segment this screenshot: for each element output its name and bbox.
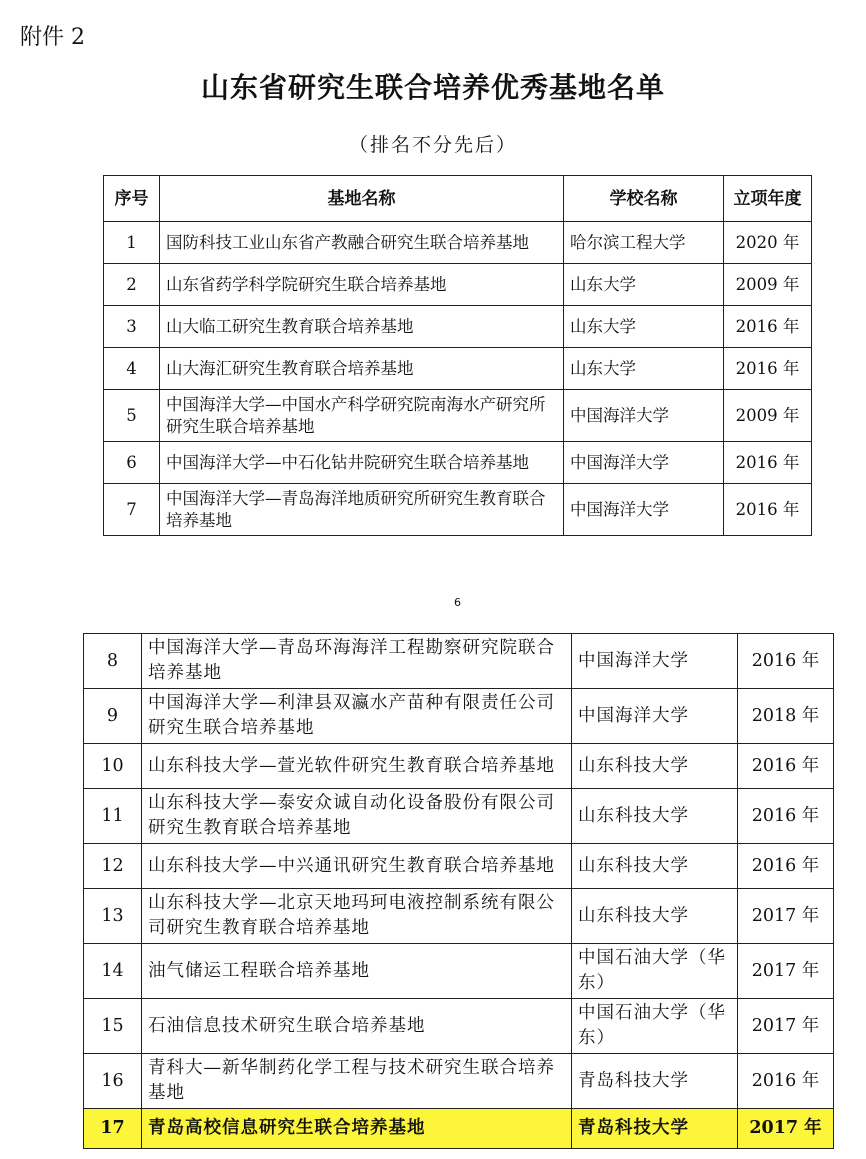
row-base: 青岛高校信息研究生联合培养基地 xyxy=(142,1109,572,1149)
table-row xyxy=(84,789,834,844)
row-year: 2017 年 xyxy=(738,1109,834,1149)
row-year: 2016 年 xyxy=(724,348,812,390)
bases-table-part2 xyxy=(83,633,834,1149)
row-base: 山大海汇研究生教育联合培养基地 xyxy=(160,348,564,390)
row-num: 14 xyxy=(84,944,142,999)
table-row-highlighted xyxy=(84,1109,834,1149)
row-base: 中国海洋大学—利津县双瀛水产苗种有限责任公司研究生联合培养基地 xyxy=(142,689,572,744)
row-num: 10 xyxy=(84,744,142,789)
row-school: 青岛科技大学 xyxy=(572,1109,738,1149)
table-row xyxy=(104,484,812,536)
header-num: 序号 xyxy=(104,176,160,222)
row-base: 青科大—新华制药化学工程与技术研究生联合培养基地 xyxy=(142,1054,572,1109)
row-year: 2009 年 xyxy=(724,390,812,442)
row-num: 3 xyxy=(104,306,160,348)
table-row xyxy=(104,222,812,264)
row-year: 2016 年 xyxy=(738,844,834,889)
row-school: 中国石油大学（华东） xyxy=(572,944,738,999)
page-number: 6 xyxy=(454,596,461,609)
row-year: 2017 年 xyxy=(738,889,834,944)
table-row xyxy=(84,744,834,789)
row-year: 2018 年 xyxy=(738,689,834,744)
table-row xyxy=(84,634,834,689)
row-num: 12 xyxy=(84,844,142,889)
row-year: 2016 年 xyxy=(738,1054,834,1109)
row-school: 山东科技大学 xyxy=(572,889,738,944)
row-school: 中国海洋大学 xyxy=(572,634,738,689)
row-num: 2 xyxy=(104,264,160,306)
row-base: 中国海洋大学—中石化钻井院研究生联合培养基地 xyxy=(160,442,564,484)
row-num: 16 xyxy=(84,1054,142,1109)
table-row xyxy=(104,442,812,484)
row-base: 油气储运工程联合培养基地 xyxy=(142,944,572,999)
row-year: 2020 年 xyxy=(724,222,812,264)
row-school: 中国海洋大学 xyxy=(564,484,724,536)
row-num: 8 xyxy=(84,634,142,689)
row-school: 青岛科技大学 xyxy=(572,1054,738,1109)
row-num: 9 xyxy=(84,689,142,744)
row-year: 2009 年 xyxy=(724,264,812,306)
header-school: 学校名称 xyxy=(564,176,724,222)
row-base: 中国海洋大学—中国水产科学研究院南海水产研究所研究生联合培养基地 xyxy=(160,390,564,442)
row-num: 5 xyxy=(104,390,160,442)
row-base: 国防科技工业山东省产教融合研究生联合培养基地 xyxy=(160,222,564,264)
row-base: 山大临工研究生教育联合培养基地 xyxy=(160,306,564,348)
row-base: 山东省药学科学院研究生联合培养基地 xyxy=(160,264,564,306)
table-row xyxy=(84,944,834,999)
row-school: 山东科技大学 xyxy=(572,744,738,789)
row-base: 石油信息技术研究生联合培养基地 xyxy=(142,999,572,1054)
row-num: 1 xyxy=(104,222,160,264)
table-row xyxy=(84,889,834,944)
row-school: 山东大学 xyxy=(564,306,724,348)
table-row xyxy=(104,306,812,348)
row-num: 15 xyxy=(84,999,142,1054)
row-year: 2017 年 xyxy=(738,999,834,1054)
table-row xyxy=(104,390,812,442)
row-school: 山东大学 xyxy=(564,348,724,390)
page-title: 山东省研究生联合培养优秀基地名单 xyxy=(200,71,665,104)
row-school: 山东大学 xyxy=(564,264,724,306)
table-row xyxy=(84,999,834,1054)
page-subtitle: （排名不分先后） xyxy=(348,134,517,156)
row-year: 2016 年 xyxy=(724,442,812,484)
row-year: 2017 年 xyxy=(738,944,834,999)
table-row xyxy=(104,348,812,390)
row-num: 13 xyxy=(84,889,142,944)
row-school: 中国石油大学（华东） xyxy=(572,999,738,1054)
row-year: 2016 年 xyxy=(724,484,812,536)
row-base: 山东科技大学—萱光软件研究生教育联合培养基地 xyxy=(142,744,572,789)
row-base: 山东科技大学—泰安众诚自动化设备股份有限公司研究生教育联合培养基地 xyxy=(142,789,572,844)
row-school: 山东科技大学 xyxy=(572,844,738,889)
table-header-row xyxy=(104,176,812,222)
row-base: 中国海洋大学—青岛海洋地质研究所研究生教育联合培养基地 xyxy=(160,484,564,536)
table-row xyxy=(104,264,812,306)
row-num: 17 xyxy=(84,1109,142,1149)
row-year: 2016 年 xyxy=(738,744,834,789)
row-school: 中国海洋大学 xyxy=(572,689,738,744)
row-num: 4 xyxy=(104,348,160,390)
row-year: 2016 年 xyxy=(724,306,812,348)
row-base: 中国海洋大学—青岛环海海洋工程勘察研究院联合培养基地 xyxy=(142,634,572,689)
header-base: 基地名称 xyxy=(160,176,564,222)
row-year: 2016 年 xyxy=(738,789,834,844)
row-school: 哈尔滨工程大学 xyxy=(564,222,724,264)
row-base: 山东科技大学—中兴通讯研究生教育联合培养基地 xyxy=(142,844,572,889)
attachment-label: 附件 2 xyxy=(20,25,85,50)
table-row xyxy=(84,1054,834,1109)
row-school: 山东科技大学 xyxy=(572,789,738,844)
table-row xyxy=(84,844,834,889)
row-base: 山东科技大学—北京天地玛珂电液控制系统有限公司研究生教育联合培养基地 xyxy=(142,889,572,944)
row-school: 中国海洋大学 xyxy=(564,390,724,442)
row-school: 中国海洋大学 xyxy=(564,442,724,484)
row-num: 11 xyxy=(84,789,142,844)
table-row xyxy=(84,689,834,744)
bases-table-part1 xyxy=(103,175,812,536)
row-num: 6 xyxy=(104,442,160,484)
row-year: 2016 年 xyxy=(738,634,834,689)
header-year: 立项年度 xyxy=(724,176,812,222)
row-num: 7 xyxy=(104,484,160,536)
